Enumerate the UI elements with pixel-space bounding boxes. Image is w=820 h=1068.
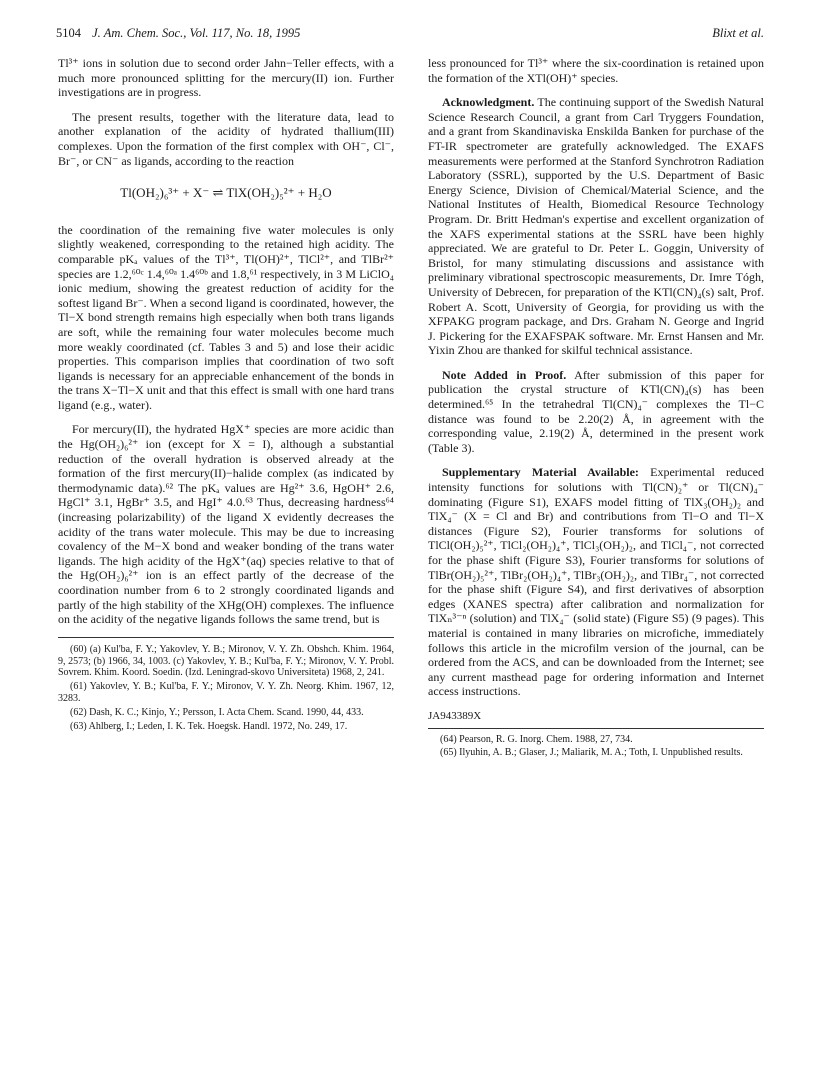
note-in-proof-heading: Note Added in Proof. [442, 367, 567, 382]
journal-citation: J. Am. Chem. Soc., Vol. 117, No. 18, 1995 [92, 26, 301, 40]
supplementary-heading: Supplementary Material Available: [442, 465, 639, 480]
footnote-divider [428, 728, 764, 729]
journal-code: JA943389X [428, 709, 482, 722]
footnote: (60) (a) Kul'ba, F. Y.; Yakovlev, Y. B.; Mironov, V. Y. Zh. Obshch. Khim. 1964, 9, 2573; (b) 1966, 34, 1003. (c) Yakovlev, Y. B.; Kul'ba, F. Y.; Mironov, V. Y. Probl. Sovrem. Khim. Koord. Soedin. (Izd. Leningrad-skovo Universiteta) 1968, 2, 241. [58, 643, 394, 679]
paragraph: less pronounced for Tl³⁺ where the six-coordination is retained upon the formation of the XTl(OH)⁺ species. [428, 56, 764, 85]
note-in-proof-paragraph [428, 368, 764, 456]
header-authors: Blixt et al. [712, 26, 764, 40]
acknowledgment-paragraph [428, 95, 764, 358]
page-number: 5104 [56, 26, 81, 40]
right-column [428, 56, 764, 761]
footnote: (63) Ahlberg, I.; Leden, I. K. Tek. Hoegsk. Handl. 1972, No. 249, 17. [70, 720, 348, 732]
running-header [56, 26, 764, 44]
paragraph: The present results, together with the literature data, lead to another explanation of the acidity of hydrated thallium(III) complexes. Upon the formation of the first complex with OH⁻, Cl⁻, Br⁻, or CN⁻ as ligands, according to the reaction [58, 109, 394, 168]
supplementary-paragraph [428, 465, 764, 699]
footnote-divider [58, 637, 394, 638]
note-in-proof-text: After submission of this paper for publication the crystal structure of KTl(CN)₄(s) has been determined.⁶⁵ In the tetrahedral Tl(CN)₄⁻ complexes the Tl−C distance was found to be 2.20(2) Å, in agreement with the corresponding value, 2.19(2) Å, determined in the present work (Table 3). [428, 367, 764, 455]
reaction-equation: Tl(OH₂)₆³⁺ + X⁻ ⇌ TlX(OH₂)₅²⁺ + H₂O [120, 185, 332, 201]
supplementary-text: Experimental reduced intensity functions for solutions with Tl(CN)₂⁺ or Tl(CN)₄⁻ dominating (Figure S1), EXAFS model fitting of TlX₃(OH₂)₂ and TlX₄⁻ (X = Cl and Br) and contributions from Tl−O and Tl−X distances (Figure S2), Fourier transforms for solutions of TlCl(OH₂)₅²⁺, TlCl₂(OH₂)₄⁺, TlCl₃(OH₂)₂, and TlCl₄⁻, not corrected for the phase shift (Figure S3), Fourier transforms for solutions of TlBr(OH₂)₅²⁺, TlBr₂(OH₂)₄⁺, TlBr₃(OH₂)₂, and TlBr₄⁻, not corrected for the phase shift (Figure S4), and first derivatives of absorption edges (XANES spectra) after calibration and normalization for TlXₙ³⁻ⁿ (solution) and TlX₄⁻ (solid state) (Figure S5) (9 pages). This material is contained in many libraries on microfiche, immediately follows this article in the microfilm version of the journal, can be ordered from the ACS, and can be downloaded from the Internet; see any current masthead page for ordering information and Internet access instructions. [428, 465, 764, 699]
footnote: (62) Dash, K. C.; Kinjo, Y.; Persson, I. Acta Chem. Scand. 1990, 44, 433. [70, 706, 364, 718]
footnote: (61) Yakovlev, Y. B.; Kul'ba, F. Y.; Mironov, V. Y. Zh. Neorg. Khim. 1967, 12, 3283. [58, 681, 394, 704]
footnote: (65) Ilyuhin, A. B.; Glaser, J.; Maliarik, M. A.; Toth, I. Unpublished results. [440, 747, 743, 759]
acknowledgment-text: The continuing support of the Swedish Natural Science Research Council, a grant from Carl Tryggers Foundation, and a grant from Skandinaviska Enskilda Banken for purchase of the FT-IR spectrometer are gratefully acknowledged. The EXAFS measurements were performed at the Stanford Synchrotron Radiation Laboratory (SSRL), supported by the U.S. Department of Basic Energy Science, Division of Chemical/Material Science, and the National Institutes of Health, Biomedical Resource Technology Program. Dr. Britt Hedman's expertise and excellent organization of the XAFS experimental stations at the SSRL have been highly appreciated. We are grateful to Dr. Peter L. Goggin, University of Bristol, for many stimulating discussions and assistance with preliminary vibrational spectroscopic measurements, Dr. Imre Tógh, University of Debrecen, for preparation of the KTl(CN)₄(s) salt, Prof. Robert A. Scott, University of Georgia, for providing us with the XFPAKG program package, and Drs. Graham N. George and Ingrid J. Pickering for the EXAFSPAK software. Mr. Ernst Hansen and Mr. Yixin Zhou are thanked for skilful technical assistance. [428, 95, 764, 358]
paragraph: Tl³⁺ ions in solution due to second order Jahn−Teller effects, with a much more pronounced splitting for the mercury(II) ion. Further investigations are in progress. [58, 56, 394, 100]
acknowledgment-heading: Acknowledgment. [442, 95, 535, 110]
footnote: (64) Pearson, R. G. Inorg. Chem. 1988, 27, 734. [440, 733, 633, 745]
header-left [56, 26, 300, 41]
left-column [58, 56, 394, 734]
paragraph: the coordination of the remaining five water molecules is only slightly weakened, corresponding to the retained high acidity. The comparable pKₐ values of the Tl³⁺, Tl(OH)²⁺, TlCl²⁺, and TlBr²⁺ species are 1.2,⁶⁰ᶜ 1.4,⁶⁰ᵃ 1.4⁶⁰ᵇ and 1.8,⁶¹ respectively, in 3 M LiClO₄ ionic medium, showing the greatest reduction of acidity for the softest ligand Br⁻. When a second ligand is coordinated, however, the Tl−X bond strength remains high especially when both trans ligands are soft, while the remaining four water molecules become much more weakly coordinated (cf. Tables 3 and 5) and lose their acidic properties. This comparison implies that coordination of two soft ligands is necessary for an appreciable enhancement of the bonds in the trans X−Tl−X unit and that this effect is small with one hard trans ligand (e.g., water). [58, 222, 394, 412]
paragraph: For mercury(II), the hydrated HgX⁺ species are more acidic than the Hg(OH₂)₆²⁺ ion (except for X = I), although a substantial reduction of the overall hydration is observed already at the formation of the first mercury(II)−halide complex (as indicated by thermodynamic data).⁶² The pKₐ values are Hg²⁺ 3.6, HgOH⁺ 2.6, HgCl⁺ 3.1, HgBr⁺ 3.5, and HgI⁺ 4.0.⁶³ Thus, decreasing hardness⁶⁴ (increasing polarizability) of the ligand X evidently decreases the acidity of the trans water molecule. This may be due to increasing covalency of the M−X bond and weaker bonding of the trans water ligands. The high acidity of the HgX⁺(aq) species relative to that of the Hg(OH₂)₆²⁺ ion is an effect partly of the decrease of the coordination number from 6 to 2 strongly coordinated ligands and partly of the high stability of the XHg(OH) complexes. The influence on the acidity of the negative ligands follows the same trend, but is [58, 422, 394, 627]
